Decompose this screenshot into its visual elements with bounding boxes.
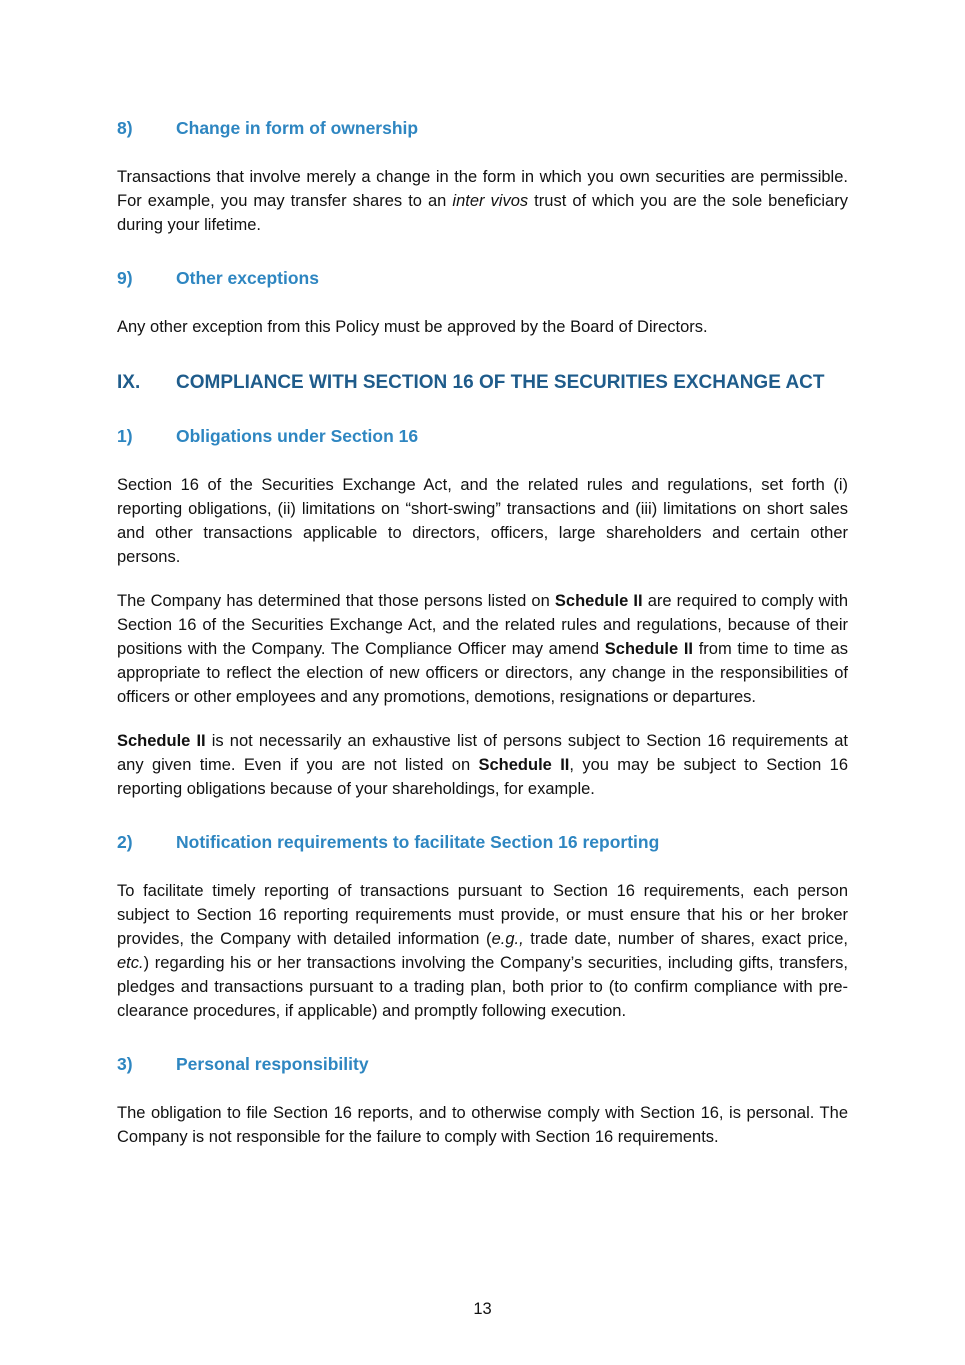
- document-content: [117, 116, 848, 1169]
- heading-obligations-under-section-16: [117, 424, 848, 448]
- para-schedule-ii-determination: The Company has determined that those persons listed on Schedule II are required to comply with Section 16 of the Securities Exchange Act, and the related rules and regulations, because of their positions with the Company. The Compliance Officer may amend Schedule II from time to time as appropriate to reflect the election of new officers or directors, any change in the responsibilities of officers or other employees and any promotions, demotions, resignations or departures.: [117, 592, 849, 706]
- para-section-16-overview: Section 16 of the Securities Exchange Act, and the related rules and regulations, set forth (i) reporting obligations, (ii) limitations on “short-swing” transactions and (iii) limitations on short sales and other transactions applicable to directors, officers, large shareholders and certain other persons.: [117, 476, 848, 566]
- heading-other-exceptions: [117, 266, 848, 290]
- heading-title: Obligations under Section 16: [176, 426, 419, 446]
- heading-number: 1): [117, 426, 133, 446]
- heading-number: IX.: [117, 372, 141, 393]
- para-schedule-ii-not-exhaustive: Schedule II is not necessarily an exhaustive list of persons subject to Section 16 requirements at any given time. Even if you are not listed on Schedule II, you may be subject to Section 16 reporting obligations because of your shareholdings, for example.: [117, 732, 849, 798]
- heading-title: Notification requirements to facilitate Section 16 reporting: [176, 832, 660, 852]
- heading-title: Change in form of ownership: [176, 118, 419, 138]
- para-other-exceptions: Any other exception from this Policy must be approved by the Board of Directors.: [117, 318, 708, 336]
- heading-title: COMPLIANCE WITH SECTION 16 OF THE SECURITIES EXCHANGE ACT: [176, 372, 825, 393]
- para-notification-requirements: To facilitate timely reporting of transactions pursuant to Section 16 requirements, each person subject to Section 16 reporting requirements must provide, or must ensure that his or her broker provides, the Company with detailed information (e.g., trade date, number of shares, exact price, etc.) regarding his or her transactions involving the Company’s securities, including gifts, transfers, pledges and transactions pursuant to a trading plan, both prior to (to confirm compliance with pre-clearance procedures, if applicable) and promptly following execution.: [117, 882, 848, 1020]
- heading-number: 2): [117, 832, 133, 852]
- heading-number: 8): [117, 118, 133, 138]
- heading-number: 9): [117, 268, 133, 288]
- heading-number: 3): [117, 1054, 133, 1074]
- para-change-in-form: Transactions that involve merely a change in the form in which you own securities are permissible. For example, you may transfer shares to an inter vivos trust of which you are the sole beneficiary during your lifetime.: [117, 168, 848, 234]
- heading-personal-responsibility: [117, 1052, 848, 1076]
- heading-compliance-section-16: [117, 371, 848, 395]
- para-personal-responsibility: The obligation to file Section 16 reports, and to otherwise comply with Section 16, is personal. The Company is not responsible for the failure to comply with Section 16 requirements.: [117, 1104, 848, 1146]
- heading-notification-requirements: [117, 830, 848, 854]
- heading-title: Other exceptions: [176, 268, 319, 288]
- heading-change-in-form-of-ownership: [117, 116, 848, 140]
- heading-title: Personal responsibility: [176, 1054, 369, 1074]
- page-number: 13: [473, 1300, 492, 1318]
